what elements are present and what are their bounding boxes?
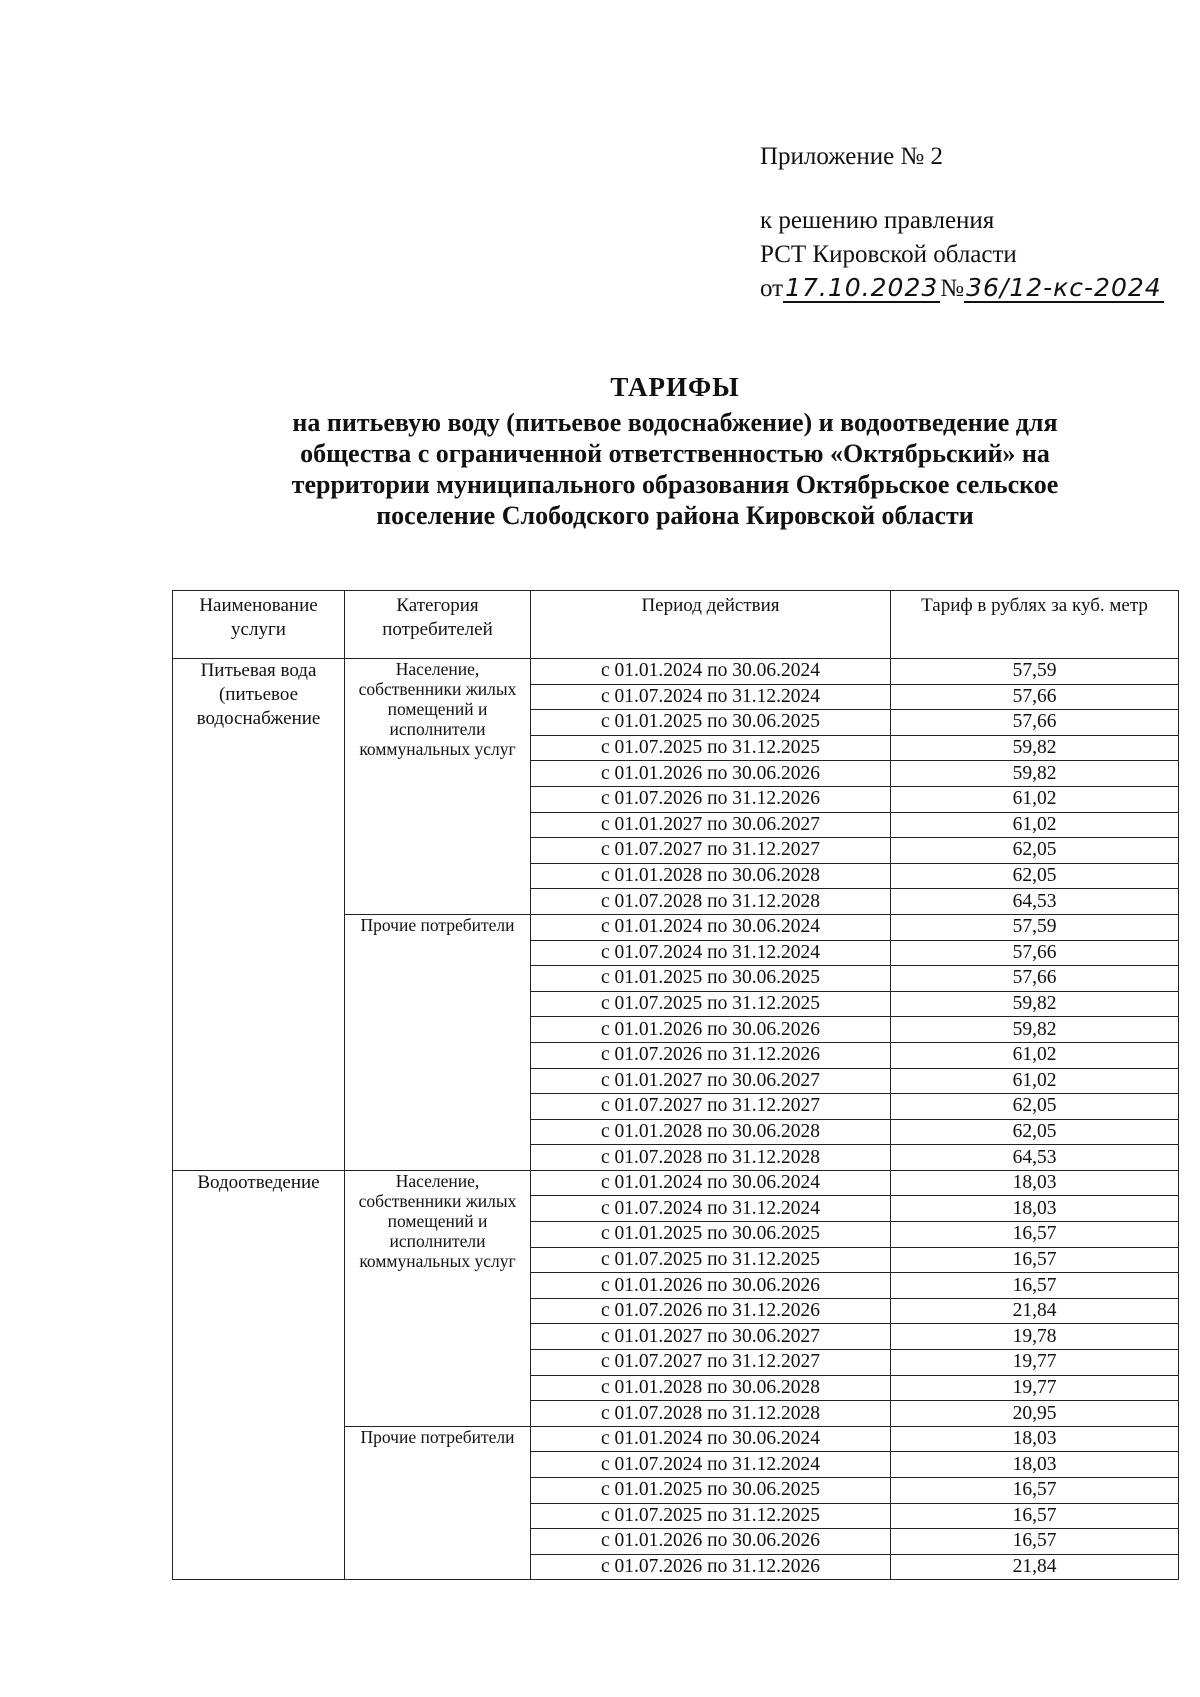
title-line-4: поселение Слободского района Кировской области xyxy=(376,501,974,530)
tariff-value-cell: 18,03 xyxy=(891,1196,1179,1222)
consumer-category-cell: Население, собственники жилых помещений и исполнители коммунальных услуг xyxy=(345,1170,531,1426)
tariff-value-cell: 59,82 xyxy=(891,991,1179,1017)
appendix-label: Приложение № 2 xyxy=(760,143,944,170)
tariff-value-cell: 21,84 xyxy=(891,1554,1179,1580)
table-row xyxy=(173,1170,1179,1196)
period-cell: с 01.07.2025 по 31.12.2025 xyxy=(531,991,891,1017)
tariff-value-cell: 64,53 xyxy=(891,889,1179,915)
period-cell: с 01.01.2026 по 30.06.2026 xyxy=(531,1529,891,1555)
period-cell: с 01.07.2028 по 31.12.2028 xyxy=(531,889,891,915)
period-cell: с 01.01.2028 по 30.06.2028 xyxy=(531,1375,891,1401)
header-period: Период действия xyxy=(531,591,891,659)
tariff-value-cell: 16,57 xyxy=(891,1478,1179,1504)
tariff-value-cell: 62,05 xyxy=(891,863,1179,889)
consumer-category-cell: Население, собственники жилых помещений и исполнители коммунальных услуг xyxy=(345,659,531,915)
period-cell: с 01.07.2025 по 31.12.2025 xyxy=(531,1247,891,1273)
period-cell: с 01.07.2028 по 31.12.2028 xyxy=(531,1145,891,1171)
tariff-table-body xyxy=(173,659,1179,1580)
period-cell: с 01.01.2025 по 30.06.2025 xyxy=(531,710,891,736)
tariff-value-cell: 59,82 xyxy=(891,735,1179,761)
decision-line-1: к решению правления xyxy=(760,207,995,234)
period-cell: с 01.01.2028 по 30.06.2028 xyxy=(531,863,891,889)
period-cell: с 01.07.2028 по 31.12.2028 xyxy=(531,1401,891,1427)
tariff-value-cell: 21,84 xyxy=(891,1298,1179,1324)
period-cell: с 01.01.2028 по 30.06.2028 xyxy=(531,1119,891,1145)
tariff-value-cell: 18,03 xyxy=(891,1170,1179,1196)
tariff-value-cell: 16,57 xyxy=(891,1529,1179,1555)
title-line-2: общества с ограниченной ответственностью «Октябрьский» на xyxy=(300,439,1050,468)
period-cell: с 01.07.2026 по 31.12.2026 xyxy=(531,1042,891,1068)
header-category: Категория потребителей xyxy=(345,591,531,659)
header-service: Наименование услуги xyxy=(173,591,345,659)
decision-line-2: РСТ Кировской области xyxy=(760,241,1017,268)
service-name-cell: Питьевая вода (питьевое водоснабжение xyxy=(173,659,345,1171)
tariff-value-cell: 16,57 xyxy=(891,1503,1179,1529)
tariff-value-cell: 19,77 xyxy=(891,1375,1179,1401)
appendix-header xyxy=(760,140,1164,306)
period-cell: с 01.07.2027 по 31.12.2027 xyxy=(531,1350,891,1376)
consumer-category-cell: Прочие потребители xyxy=(345,1426,531,1580)
tariff-value-cell: 62,05 xyxy=(891,1119,1179,1145)
period-cell: с 01.07.2025 по 31.12.2025 xyxy=(531,1503,891,1529)
table-row xyxy=(173,659,1179,685)
period-cell: с 01.07.2024 по 31.12.2024 xyxy=(531,684,891,710)
period-cell: с 01.01.2026 по 30.06.2026 xyxy=(531,1017,891,1043)
tariff-value-cell: 20,95 xyxy=(891,1401,1179,1427)
tariff-value-cell: 59,82 xyxy=(891,761,1179,787)
period-cell: с 01.01.2024 по 30.06.2024 xyxy=(531,914,891,940)
tariff-table xyxy=(172,590,1179,1580)
tariff-value-cell: 18,03 xyxy=(891,1452,1179,1478)
tariff-value-cell: 57,66 xyxy=(891,710,1179,736)
tariff-value-cell: 19,78 xyxy=(891,1324,1179,1350)
consumer-category-cell: Прочие потребители xyxy=(345,914,531,1170)
handwritten-date: 17.10.2023 xyxy=(785,273,939,302)
period-cell: с 01.01.2025 по 30.06.2025 xyxy=(531,966,891,992)
period-cell: с 01.01.2027 по 30.06.2027 xyxy=(531,1324,891,1350)
period-cell: с 01.01.2026 по 30.06.2026 xyxy=(531,761,891,787)
from-prefix: от xyxy=(760,275,784,302)
period-cell: с 01.01.2024 по 30.06.2024 xyxy=(531,659,891,685)
period-cell: с 01.07.2024 по 31.12.2024 xyxy=(531,1452,891,1478)
tariff-value-cell: 62,05 xyxy=(891,1094,1179,1120)
tariff-value-cell: 19,77 xyxy=(891,1350,1179,1376)
title-line-3: территории муниципального образования Октябрьское сельское xyxy=(291,470,1059,499)
tariff-value-cell: 59,82 xyxy=(891,1017,1179,1043)
tariff-value-cell: 57,66 xyxy=(891,684,1179,710)
tariff-value-cell: 16,57 xyxy=(891,1273,1179,1299)
period-cell: с 01.01.2027 по 30.06.2027 xyxy=(531,1068,891,1094)
header-tariff: Тариф в рублях за куб. метр xyxy=(891,591,1179,659)
service-name-cell: Водоотведение xyxy=(173,1170,345,1580)
tariff-value-cell: 62,05 xyxy=(891,838,1179,864)
tariff-value-cell: 61,02 xyxy=(891,1068,1179,1094)
period-cell: с 01.01.2024 по 30.06.2024 xyxy=(531,1170,891,1196)
title-main: ТАРИФЫ xyxy=(610,372,740,402)
number-prefix: № xyxy=(940,275,965,302)
period-cell: с 01.07.2027 по 31.12.2027 xyxy=(531,1094,891,1120)
tariff-value-cell: 57,59 xyxy=(891,659,1179,685)
period-cell: с 01.07.2026 по 31.12.2026 xyxy=(531,1298,891,1324)
period-cell: с 01.07.2027 по 31.12.2027 xyxy=(531,838,891,864)
tariff-value-cell: 61,02 xyxy=(891,786,1179,812)
period-cell: с 01.07.2024 по 31.12.2024 xyxy=(531,1196,891,1222)
period-cell: с 01.01.2024 по 30.06.2024 xyxy=(531,1426,891,1452)
tariff-value-cell: 61,02 xyxy=(891,1042,1179,1068)
period-cell: с 01.07.2026 по 31.12.2026 xyxy=(531,1554,891,1580)
decision-date-number-line xyxy=(760,272,1164,306)
handwritten-number: 36/12-кс-2024 xyxy=(966,273,1162,302)
tariff-value-cell: 57,66 xyxy=(891,966,1179,992)
tariff-value-cell: 64,53 xyxy=(891,1145,1179,1171)
tariff-value-cell: 16,57 xyxy=(891,1247,1179,1273)
table-header-row xyxy=(173,591,1179,659)
period-cell: с 01.01.2025 по 30.06.2025 xyxy=(531,1222,891,1248)
period-cell: с 01.01.2027 по 30.06.2027 xyxy=(531,812,891,838)
period-cell: с 01.01.2026 по 30.06.2026 xyxy=(531,1273,891,1299)
tariff-value-cell: 57,66 xyxy=(891,940,1179,966)
period-cell: с 01.01.2025 по 30.06.2025 xyxy=(531,1478,891,1504)
tariff-value-cell: 61,02 xyxy=(891,812,1179,838)
period-cell: с 01.07.2024 по 31.12.2024 xyxy=(531,940,891,966)
period-cell: с 01.07.2026 по 31.12.2026 xyxy=(531,786,891,812)
document-title xyxy=(170,372,1180,531)
tariff-value-cell: 18,03 xyxy=(891,1426,1179,1452)
title-line-1: на питьевую воду (питьевое водоснабжение) и водоотведение для xyxy=(292,408,1058,437)
period-cell: с 01.07.2025 по 31.12.2025 xyxy=(531,735,891,761)
tariff-value-cell: 57,59 xyxy=(891,914,1179,940)
tariff-value-cell: 16,57 xyxy=(891,1222,1179,1248)
